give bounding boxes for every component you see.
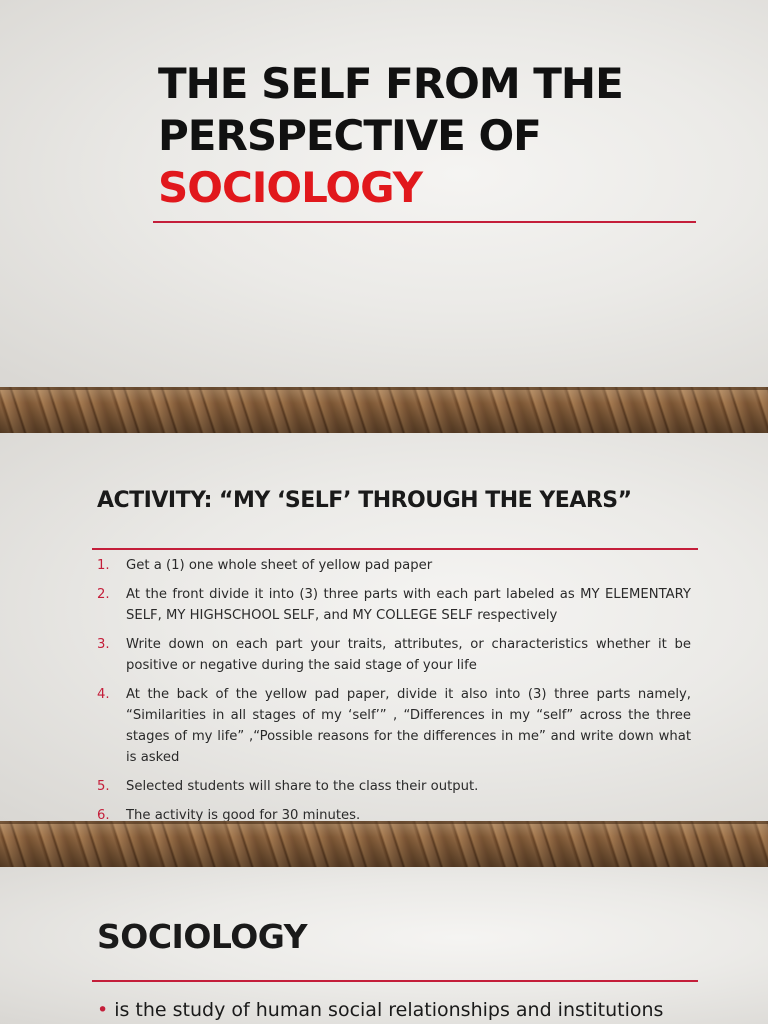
wood-floor-divider: [0, 821, 768, 867]
step-text: Selected students will share to the class their output.: [126, 779, 479, 794]
activity-title: ACTIVITY: “MY ‘SELF’ THROUGH THE YEARS”: [97, 488, 632, 513]
slide-activity: [0, 433, 768, 821]
step-text: At the back of the yellow pad paper, divide it also into (3) three parts namely, “Similarities in all stages of my ‘self’” , “Differences in my “self” across the three stages of my life” ,“Possible reasons for the differences in me” and write down what is asked: [126, 687, 691, 765]
slide-sociology: [0, 867, 768, 1024]
wood-floor-divider: [0, 387, 768, 433]
step-number: 5.: [97, 779, 110, 794]
list-item: [97, 634, 691, 676]
section-divider: [92, 980, 698, 982]
list-item: [97, 805, 691, 821]
activity-steps-list: [97, 555, 691, 821]
step-number: 3.: [97, 637, 110, 652]
title-divider: [153, 221, 696, 223]
list-item: [97, 776, 691, 797]
step-number: 2.: [97, 587, 110, 602]
step-number: 4.: [97, 687, 110, 702]
step-number: 6.: [97, 808, 110, 821]
title-line-2: PERSPECTIVE OF: [158, 111, 541, 160]
step-text: At the front divide it into (3) three parts with each part labeled as MY ELEMENTARY SELF, MY HIGHSCHOOL SELF, and MY COLLEGE SELF respectively: [126, 587, 691, 623]
list-item: [97, 555, 691, 576]
title-line-1: THE SELF FROM THE: [158, 59, 623, 108]
list-item: [97, 584, 691, 626]
section-title: SOCIOLOGY: [97, 917, 308, 956]
list-item: [97, 684, 691, 768]
step-text: Get a (1) one whole sheet of yellow pad paper: [126, 558, 433, 573]
title-accent: SOCIOLOGY: [158, 163, 423, 212]
step-number: 1.: [97, 558, 110, 573]
definition-bullet: [97, 999, 663, 1021]
step-text: Write down on each part your traits, attributes, or characteristics whether it be positive or negative during the said stage of your life: [126, 637, 691, 673]
slide-title: [0, 0, 768, 387]
slide-title-heading: [158, 58, 623, 214]
step-text: The activity is good for 30 minutes.: [126, 808, 361, 821]
activity-divider: [92, 548, 698, 550]
definition-text: is the study of human social relationships and institutions: [114, 999, 664, 1021]
bullet-marker: •: [97, 999, 109, 1021]
